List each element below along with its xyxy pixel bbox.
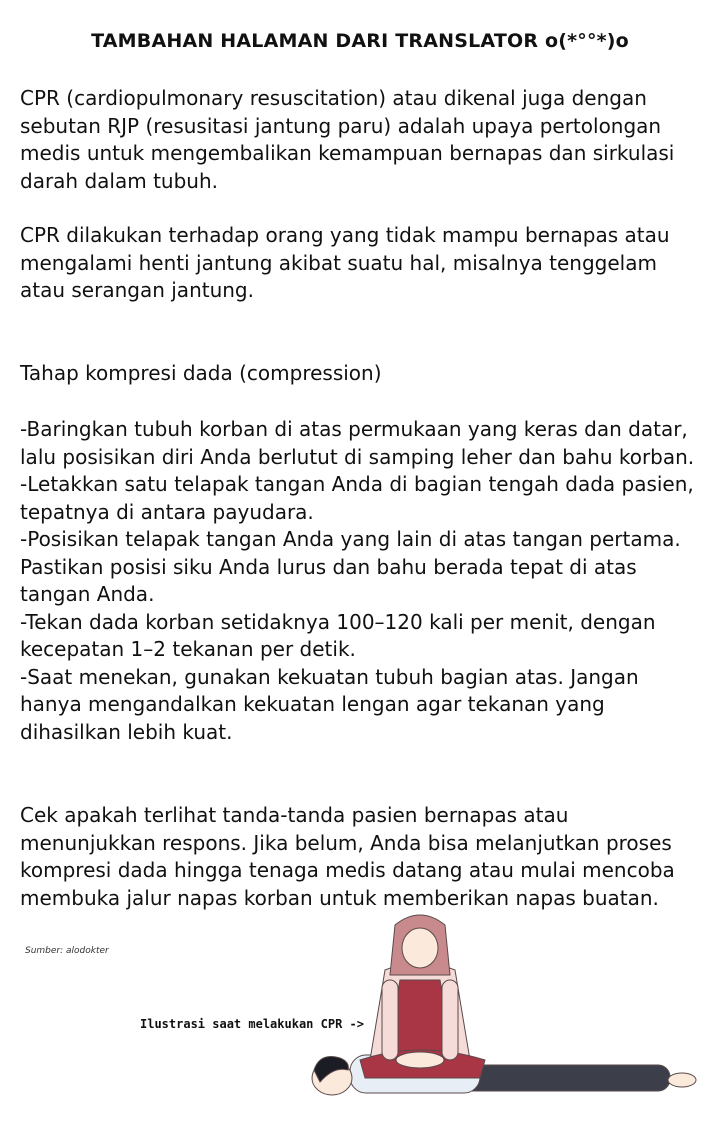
steps-list <box>20 416 700 746</box>
patient-pants <box>460 1065 670 1091</box>
rescuer-figure <box>360 915 485 1078</box>
closing-paragraph: Cek apakah terlihat tanda-tanda pasien bernapas atau menunjukkan respons. Jika belum, Anda bisa melanjutkan proses kompresi dada hingga tenaga medis datang atau mulai mencoba membuka jalur napas korban untuk memberikan napas buatan. <box>20 803 675 910</box>
step-item: -Baringkan tubuh korban di atas permukaan yang keras dan datar, lalu posisikan diri Anda berlutut di samping leher dan bahu korban. <box>20 417 695 469</box>
cpr-illustration <box>290 910 720 1130</box>
step-item: -Posisikan telapak tangan Anda yang lain di atas tangan pertama. Pastikan posisi siku Anda lurus dan bahu berada tepat di atas tangan Anda. <box>20 527 681 606</box>
rescuer-arm <box>442 980 458 1060</box>
rescuer-arm <box>382 980 398 1060</box>
intro-paragraph-1: CPR (cardiopulmonary resuscitation) atau dikenal juga dengan sebutan RJP (resusitasi jantung paru) adalah upaya pertolongan medis untuk mengembalikan kemampuan bernapas dan sirkulasi darah dalam tubuh. <box>20 86 675 193</box>
illustration-caption: Ilustrasi saat melakukan CPR -> <box>140 1017 364 1031</box>
source-credit: Sumber: alodokter <box>25 946 109 956</box>
page-title: TAMBAHAN HALAMAN DARI TRANSLATOR o(*°°*)o <box>91 30 629 52</box>
step-item: -Letakkan satu telapak tangan Anda di bagian tengah dada pasien, tepatnya di antara payudara. <box>20 472 694 524</box>
section-heading: Tahap kompresi dada (compression) <box>20 361 382 385</box>
step-item: -Saat menekan, gunakan kekuatan tubuh bagian atas. Jangan hanya mengandalkan kekuatan lengan agar tekanan yang dihasilkan lebih kuat. <box>20 664 639 744</box>
rescuer-hands <box>396 1052 444 1068</box>
patient-foot <box>668 1073 696 1087</box>
step-item: -Tekan dada korban setidaknya 100–120 kali per menit, dengan kecepatan 1–2 tekanan per detik. <box>20 609 656 661</box>
intro-paragraph-2: CPR dilakukan terhadap orang yang tidak mampu bernapas atau mengalami henti jantung akibat suatu hal, misalnya tenggelam atau serangan jantung. <box>20 223 670 302</box>
rescuer-face <box>402 928 438 968</box>
